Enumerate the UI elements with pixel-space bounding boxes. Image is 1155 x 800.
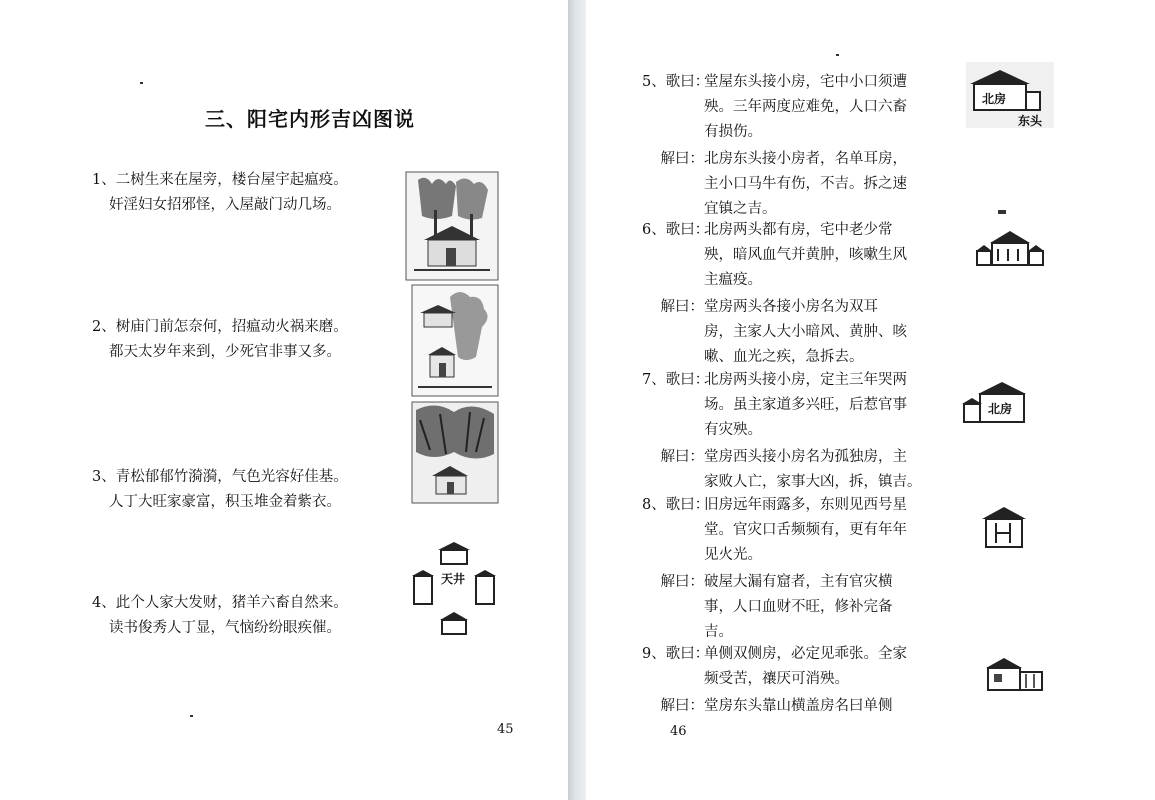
poem-line: 3、青松郁郁竹漪漪，气色光容好佳基。	[92, 469, 348, 485]
song-line: 单侧双侧房，必定见乖张。全家	[704, 646, 907, 662]
illustration-fig-8	[980, 503, 1028, 551]
scan-speck	[998, 210, 1006, 214]
song-line: 北房两头都有房，宅中老少常	[704, 222, 893, 238]
song-label: 9、歌曰：	[642, 646, 710, 662]
poem-2	[92, 315, 348, 365]
entry-9	[642, 642, 907, 719]
song-line: 北房两头接小房，定主三年哭两	[704, 372, 907, 388]
song-line: 见火光。	[704, 547, 762, 563]
song-line: 殃。三年两度应难免，人口六畜	[704, 99, 907, 115]
explanation-line: 堂房东头靠山横盖房名曰单侧	[704, 698, 893, 714]
page-gutter	[568, 0, 586, 800]
scan-speck	[190, 715, 193, 717]
poem-line: 1、二树生来在屋旁，楼台屋宇起瘟疫。	[92, 172, 348, 188]
scan-speck	[836, 54, 839, 56]
illustration-pine-bamboo	[410, 400, 500, 505]
explanation-label: 解曰：	[660, 299, 704, 315]
explanation-label: 解曰：	[660, 449, 704, 465]
page-number: 45	[497, 722, 514, 737]
fig5-side-label: 东头	[1018, 114, 1043, 128]
illustration-fig-6	[972, 225, 1048, 275]
poem-line: 读书俊秀人丁显，气恼纷纷眼疾催。	[109, 620, 341, 636]
explanation-line: 嗽、血光之疾，急拆去。	[704, 349, 864, 365]
illustration-courtyard	[408, 538, 500, 642]
explanation-line: 家败人亡，家事大凶，拆，镇吉。	[704, 474, 922, 490]
song-line: 殃，暗风血气并黄肿，咳嗽生风	[704, 247, 907, 263]
poem-line: 人丁大旺家豪富，积玉堆金着紫衣。	[109, 494, 341, 510]
poem-3	[92, 465, 348, 515]
illustration-fig-7	[960, 378, 1036, 430]
song-line: 堂。官灾口舌频频有，更有年年	[704, 522, 907, 538]
explanation-line: 破屋大漏有窟者，主有官灾横	[704, 574, 893, 590]
explanation-label: 解曰：	[660, 151, 704, 167]
poem-line: 都天太岁年来到，少死官非事又多。	[109, 344, 341, 360]
song-label: 7、歌曰：	[642, 372, 710, 388]
illustration-temple-trees	[410, 283, 500, 398]
song-label: 8、歌曰：	[642, 497, 710, 513]
explanation-label: 解曰：	[660, 574, 704, 590]
entry-5	[642, 70, 907, 222]
courtyard-label: 天井	[441, 572, 466, 586]
song-line: 堂屋东头接小房，宅中小口须遭	[704, 74, 907, 90]
song-label: 5、歌曰：	[642, 74, 710, 90]
explanation-line: 北房东头接小房者，名单耳房，	[704, 151, 907, 167]
left-page	[0, 0, 568, 800]
song-line: 主瘟疫。	[704, 272, 762, 288]
song-line: 有灾殃。	[704, 422, 762, 438]
right-page	[586, 0, 1155, 800]
song-line: 旧房远年雨露多，东则见西号星	[704, 497, 907, 513]
song-label: 6、歌曰：	[642, 222, 710, 238]
explanation-label: 解曰：	[660, 698, 704, 714]
explanation-line: 堂房西头接小房名为孤独房，主	[704, 449, 907, 465]
section-title: 三、阳宅内形吉凶图说	[205, 107, 415, 131]
scan-speck	[140, 82, 143, 84]
illustration-trees-house	[404, 170, 500, 282]
explanation-line: 宜镇之吉。	[704, 201, 777, 217]
explanation-line: 堂房两头各接小房名为双耳	[704, 299, 878, 315]
illustration-fig-9	[984, 654, 1046, 694]
song-line: 有损伤。	[704, 124, 762, 140]
poem-line: 2、树庙门前怎奈何，招瘟动火祸来磨。	[92, 319, 348, 335]
song-line: 场。虽主家道多兴旺，后惹官事	[704, 397, 907, 413]
page-number: 46	[670, 724, 687, 739]
poem-4	[92, 591, 348, 641]
poem-line: 奸淫妇女招邪怪，入屋敲门动几场。	[109, 197, 341, 213]
fig5-main-label: 北房	[982, 92, 1007, 106]
explanation-line: 吉。	[704, 624, 733, 640]
explanation-line: 事，人口血财不旺，修补完备	[704, 599, 893, 615]
explanation-line: 主小口马牛有伤，不吉。拆之速	[704, 176, 907, 192]
song-line: 频受苦，禳厌可消殃。	[704, 671, 849, 687]
entry-6	[642, 218, 907, 370]
illustration-fig-5	[966, 62, 1054, 128]
entry-7	[642, 368, 922, 495]
entry-8	[642, 493, 907, 645]
poem-1	[92, 168, 348, 218]
poem-line: 4、此个人家大发财，猪羊六畜自然来。	[92, 595, 348, 611]
fig7-main-label: 北房	[988, 402, 1013, 416]
explanation-line: 房，主家人大小暗风、黄肿、咳	[704, 324, 907, 340]
